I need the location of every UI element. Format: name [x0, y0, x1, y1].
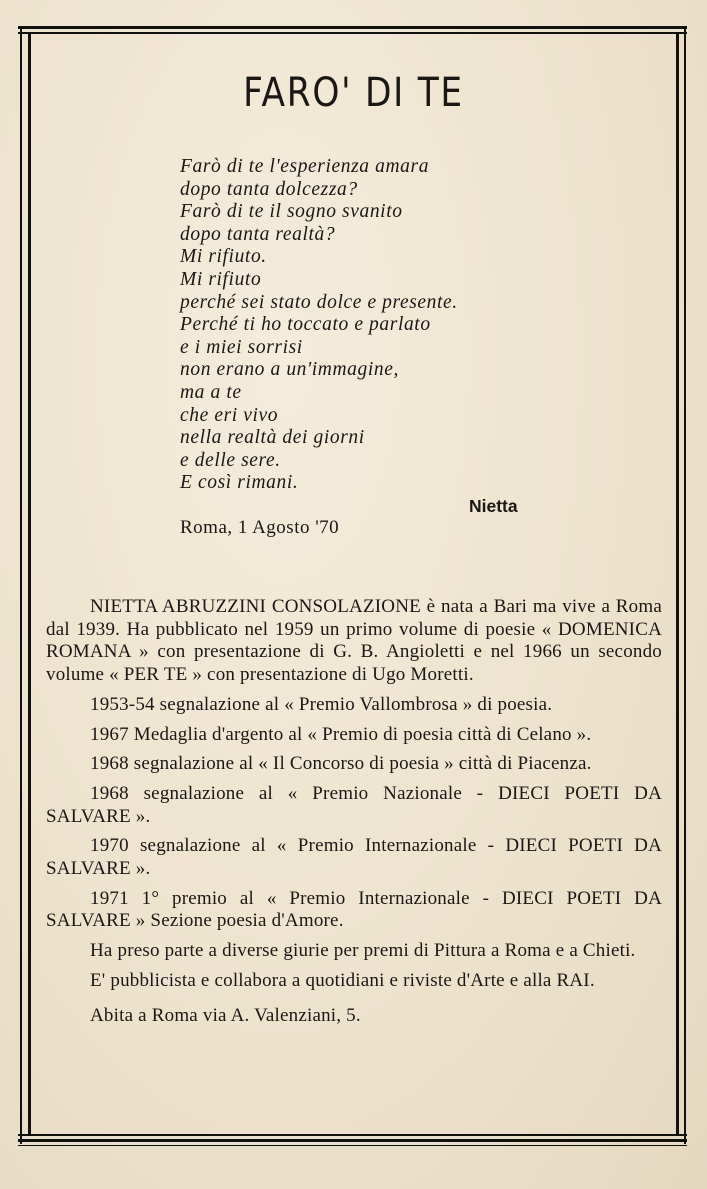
bio-paragraph: Ha preso parte a diverse giurie per premi di Pittura a Roma e a Chieti.: [90, 940, 636, 962]
poem-line: e i miei sorrisi: [180, 336, 303, 358]
poem-title: FARO' DI TE: [243, 70, 464, 116]
poem-line: dopo tanta realtà?: [180, 223, 336, 245]
bottom-border-rule: [18, 1139, 687, 1142]
poem-dateline: Roma, 1 Agosto '70: [180, 517, 340, 538]
left-border-rule-inner: [28, 34, 31, 1136]
poem-line: non erano a un'immagine,: [180, 359, 399, 381]
bio-paragraph: NIETTA ABRUZZINI CONSOLAZIONE è nata a Bari ma vive a Roma dal 1939. Ha pubblicato nel 1959 un primo volume di poesie « DOMENICA ROMANA » con presentazione di G. B. Angioletti e nel 1966 un secondo volume « PER TE » con presentazione di Ugo Moretti.: [46, 596, 662, 686]
poem-line: Farò di te il sogno svanito: [180, 201, 403, 223]
bottom-border-rule-inner: [18, 1134, 687, 1136]
right-border-rule: [684, 28, 686, 1144]
poem-line: perché sei stato dolce e presente.: [180, 291, 458, 313]
poem-line: e delle sere.: [180, 449, 281, 471]
bio-paragraph: 1967 Medaglia d'argento al « Premio di poesia città di Celano ».: [90, 723, 592, 745]
bio-paragraph: 1971 1° premio al « Premio Internazionale - DIECI POETI DA SALVARE » Sezione poesia d'Amore.: [46, 887, 662, 932]
bio-paragraph: 1968 segnalazione al « Premio Nazionale - DIECI POETI DA SALVARE ».: [46, 782, 662, 827]
top-border-rule: [18, 26, 687, 29]
poem-line: Mi rifiuto.: [180, 246, 267, 268]
bio-paragraph: 1970 segnalazione al « Premio Internazionale - DIECI POETI DA SALVARE ».: [46, 835, 662, 880]
right-border-rule-inner: [676, 34, 679, 1136]
poem-line: che eri vivo: [180, 404, 279, 426]
poem-line: Farò di te l'esperienza amara: [180, 156, 430, 177]
poem-signature: Nietta: [469, 496, 518, 516]
author-biography: [46, 596, 662, 1034]
bio-paragraph: 1968 segnalazione al « Il Concorso di poesia » città di Piacenza.: [90, 753, 592, 775]
bio-address: Abita a Roma via A. Valenziani, 5.: [90, 1004, 361, 1026]
poem-line: dopo tanta dolcezza?: [180, 178, 358, 200]
left-border-rule: [20, 28, 22, 1144]
poem-line: nella realtà dei giorni: [180, 427, 365, 449]
bio-paragraph: 1953-54 segnalazione al « Premio Vallombrosa » di poesia.: [90, 693, 553, 715]
top-border-rule-inner: [18, 32, 687, 34]
poem-line: ma a te: [180, 381, 242, 403]
poem-line: Mi rifiuto: [180, 268, 262, 290]
bottom-border-rule-outer: [18, 1145, 687, 1146]
poem-line: Perché ti ho toccato e parlato: [180, 314, 431, 336]
poem-line: E così rimani.: [180, 472, 299, 494]
poem-body: [180, 156, 458, 495]
bio-paragraph: E' pubblicista e collabora a quotidiani e riviste d'Arte e alla RAI.: [90, 969, 595, 991]
